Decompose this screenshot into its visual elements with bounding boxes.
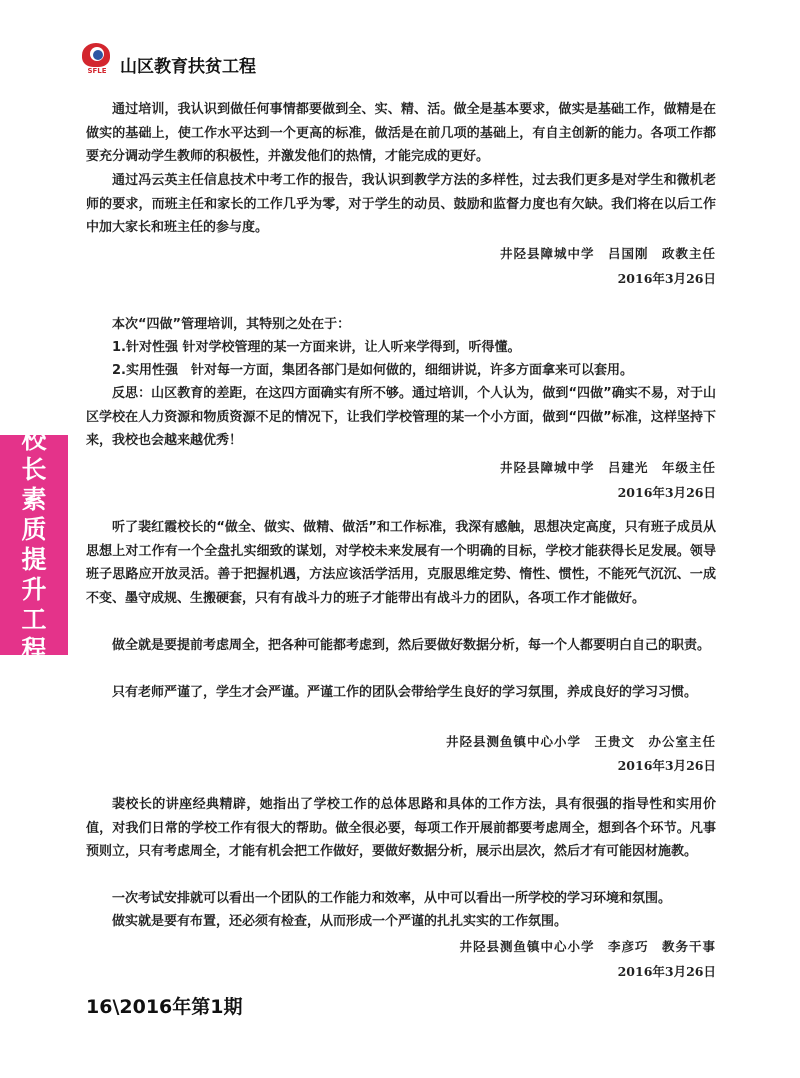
- section-4-paragraph-3: 做实就是要有布置，还必须有检查，从而形成一个严谨的扎扎实实的工作氛围。: [112, 914, 568, 929]
- side-tab: [0, 425, 68, 664]
- section-3-date: 2016年3月26日: [617, 758, 716, 773]
- section-2-paragraph-1: 本次“四做”管理培训，其特别之处在于：: [112, 317, 351, 332]
- side-tab-char: 工: [21, 605, 47, 634]
- page-header: [80, 40, 256, 80]
- side-tab-char: 质: [21, 515, 47, 544]
- section-4-paragraph-1: 裴校长的讲座经典精辟，她指出了学校工作的总体思路和具体的工作方法，具有很强的指导性和实用价值，对我们日常的学校工作有很大的帮助。做全很必要，每项工作开展前都要考虑周全，想到各个环节。凡事预则立，只有考虑周全，才能有机会把工作做好，要做好数据分析，展示出层次，然后才有可能因材施教。: [86, 797, 716, 859]
- side-tab-char: 素: [21, 485, 47, 514]
- section-2-paragraph-2: 1.针对性强 针对学校管理的某一方面来讲，让人听来学得到，听得懂。: [112, 340, 521, 355]
- section-2-signature: 井陉县障城中学 吕建光 年级主任: [499, 460, 716, 475]
- section-2-date: 2016年3月26日: [617, 485, 716, 500]
- header-title: 山区教育扶贫工程: [120, 56, 256, 77]
- side-tab-char: 提: [21, 545, 47, 574]
- section-2-paragraph-3: 2.实用性强 针对每一方面，集团各部门是如何做的，细细讲说，许多方面拿来可以套用。: [112, 363, 633, 378]
- section-1-paragraph-1: 通过培训，我认识到做任何事情都要做到全、实、精、活。做全是基本要求，做实是基础工作，做精是在做实的基础上，使工作水平达到一个更高的标准，做活是在前几项的基础上，有自主创新的能力。各项工作都要充分调动学生教师的积极性，并激发他们的热情，才能完成的更好。: [86, 102, 716, 164]
- section-4-date: 2016年3月26日: [617, 964, 716, 979]
- section-3-paragraph-2: 做全就是要提前考虑周全，把各种可能都考虑到，然后要做好数据分析，每一个人都要明白自己的职责。: [112, 638, 711, 653]
- side-tab-char: 升: [21, 575, 47, 604]
- logo-icon: [80, 43, 114, 77]
- side-tab-char: 校: [21, 425, 47, 454]
- section-3-paragraph-3: 只有老师严谨了，学生才会严谨。严谨工作的团队会带给学生良好的学习氛围，养成良好的学习习惯。: [112, 685, 698, 700]
- section-3-signature: 井陉县测鱼镇中心小学 王贵文 办公室主任: [445, 734, 716, 749]
- section-3-paragraph-1: 听了裴红霞校长的“做全、做实、做精、做活”和工作标准，我深有感触，思想决定高度，只有班子成员从思想上对工作有一个全盘扎实细致的谋划，对学校未来发展有一个明确的目标，学校才能获得长足发展。领导班子思路应开放灵活。善于把握机遇，方法应该活学活用，克服思维定势、惰性、惯性，不能死气沉沉、一成不变、墨守成规、生搬硬套，只有有战斗力的班子才能带出有战斗力的团队，各项工作才能做好。: [86, 520, 716, 606]
- page-footer-issue: 16\2016年第1期: [86, 996, 243, 1018]
- section-1-signature: 井陉县障城中学 吕国刚 政教主任: [499, 246, 716, 261]
- side-tab-char: 长: [21, 455, 47, 484]
- section-1-paragraph-2: 通过冯云英主任信息技术中考工作的报告，我认识到教学方法的多样性，过去我们更多是对学生和微机老师的要求，而班主任和家长的工作几乎为零，对于学生的动员、鼓励和监督力度也有欠缺。我们将在以后工作中加大家长和班主任的参与度。: [86, 173, 716, 235]
- section-4-signature: 井陉县测鱼镇中心小学 李彦巧 教务干事: [459, 939, 716, 954]
- side-tab-char: 程: [21, 635, 47, 664]
- section-4-paragraph-2: 一次考试安排就可以看出一个团队的工作能力和效率，从中可以看出一所学校的学习环境和氛围。: [112, 891, 672, 906]
- logo-text: SFLE: [87, 67, 107, 75]
- section-2-paragraph-4: 反思：山区教育的差距，在这四方面确实有所不够。通过培训，个人认为，做到“四做”确实不易，对于山区学校在人力资源和物质资源不足的情况下，让我们学校管理的某一个小方面，做到“四做”标准，这样坚持下来，我校也会越来越优秀！: [86, 386, 716, 448]
- section-1-date: 2016年3月26日: [617, 271, 716, 286]
